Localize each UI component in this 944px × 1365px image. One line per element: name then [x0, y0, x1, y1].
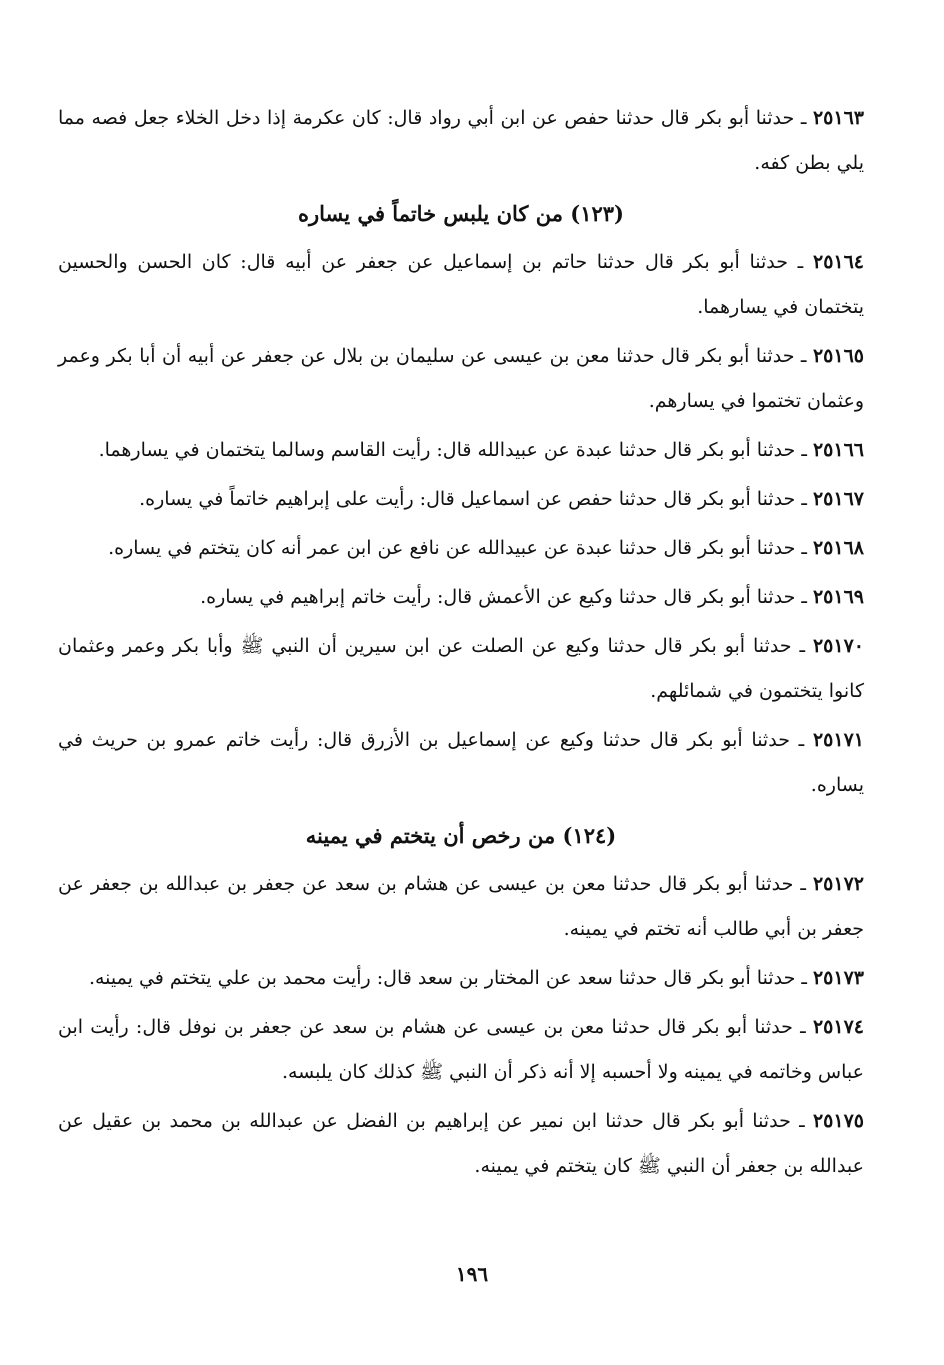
- hadith-text: ـ حدثنا أبو بكر قال حدثنا معن بن عيسى عن هشام بن سعد عن جعفر بن نوفل قال: رأيت ابن عباس وخاتمه في يمينه ولا أحسبه إلا أنه ذكر أن النبي ﷺ كذلك كان يلبسه.: [58, 1016, 864, 1083]
- hadith-text: ـ حدثنا أبو بكر قال حدثنا سعد عن المختار بن سعد قال: رأيت محمد بن علي يتختم في يمينه.: [88, 967, 807, 989]
- hadith-entry: [58, 718, 864, 808]
- chapter-heading: (١٢٤) من رخص أن يتختم في يمينه: [305, 823, 617, 848]
- hadith-number: ٢٥١٦٣: [812, 107, 864, 129]
- hadith-text: ـ حدثنا أبو بكر قال حدثنا حاتم بن إسماعيل عن جعفر عن أبيه قال: كان الحسن والحسين يتختمان في يسارهما.: [58, 251, 864, 318]
- hadith-text: ـ حدثنا أبو بكر قال حدثنا وكيع عن الأعمش قال: رأيت خاتم إبراهيم في يساره.: [200, 586, 807, 608]
- hadith-entry: [58, 862, 864, 952]
- hadith-text: ـ حدثنا أبو بكر قال حدثنا معن بن عيسى عن سليمان بن بلال عن جعفر عن أبيه أن أبا بكر وعمر وعثمان تختموا في يسارهم.: [58, 345, 864, 412]
- hadith-number: ٢٥١٧١: [812, 729, 864, 751]
- hadith-number: ٢٥١٧٤: [812, 1016, 864, 1038]
- hadith-number: ٢٥١٦٩: [812, 586, 864, 608]
- hadith-text: ـ حدثنا أبو بكر قال حدثنا وكيع عن الصلت عن ابن سيرين أن النبي ﷺ وأبا بكر وعمر وعثمان كانوا يتختمون في شمائلهم.: [58, 635, 864, 702]
- hadith-text: ـ حدثنا أبو بكر قال حدثنا ابن نمير عن إبراهيم بن الفضل عن عبدالله بن محمد بن عقيل عن عبدالله بن جعفر أن النبي ﷺ كان يتختم في يمينه.: [58, 1110, 864, 1177]
- hadith-number: ٢٥١٦٤: [812, 251, 865, 273]
- hadith-entry: [58, 1005, 864, 1095]
- chapter-heading: (١٢٣) من كان يلبس خاتماً في يساره: [298, 201, 624, 226]
- hadith-number: ٢٥١٦٨: [812, 537, 864, 559]
- hadith-entry: [58, 240, 864, 330]
- hadith-text: ـ حدثنا أبو بكر قال حدثنا وكيع عن إسماعيل بن الأزرق قال: رأيت خاتم عمرو بن حريث في يساره.: [58, 729, 864, 796]
- hadith-entry: [58, 956, 864, 1001]
- hadith-entry: [58, 575, 864, 620]
- hadith-number: ٢٥١٦٦: [812, 439, 864, 461]
- hadith-entry: [58, 96, 864, 186]
- hadith-entry: [58, 624, 864, 714]
- page-number: ١٩٦: [455, 1262, 489, 1286]
- hadith-text: ـ حدثنا أبو بكر قال حدثنا معن بن عيسى عن هشام بن سعد عن جعفر بن عبدالله بن جعفر عن جعفر بن أبي طالب أنه تختم في يمينه.: [58, 873, 864, 940]
- hadith-text: ـ حدثنا أبو بكر قال حدثنا حفص عن اسماعيل قال: رأيت على إبراهيم خاتماً في يساره.: [139, 488, 807, 510]
- hadith-text: ـ حدثنا أبو بكر قال حدثنا عبدة عن عبيدالله عن نافع عن ابن عمر أنه كان يتختم في يساره.: [108, 537, 807, 559]
- hadith-text: ـ حدثنا أبو بكر قال حدثنا حفص عن ابن أبي رواد قال: كان عكرمة إذا دخل الخلاء جعل فصه مما يلي بطن كفه.: [58, 107, 864, 174]
- hadith-entry: [58, 526, 864, 571]
- section: [58, 96, 864, 186]
- hadith-number: ٢٥١٧٥: [812, 1110, 864, 1132]
- section: [58, 810, 864, 1189]
- hadith-entry: [58, 477, 864, 522]
- section: [58, 188, 864, 808]
- hadith-entry: [58, 334, 864, 424]
- hadith-entry: [58, 1099, 864, 1189]
- hadith-number: ٢٥١٦٥: [812, 345, 864, 367]
- hadith-number: ٢٥١٧٣: [812, 967, 864, 989]
- hadith-entry: [58, 428, 864, 473]
- hadith-number: ٢٥١٧٠: [812, 635, 864, 657]
- hadith-number: ٢٥١٦٧: [812, 488, 864, 510]
- hadith-text: ـ حدثنا أبو بكر قال حدثنا عبدة عن عبيدالله قال: رأيت القاسم وسالما يتختمان في يسارهما.: [98, 439, 807, 461]
- hadith-number: ٢٥١٧٢: [812, 873, 864, 895]
